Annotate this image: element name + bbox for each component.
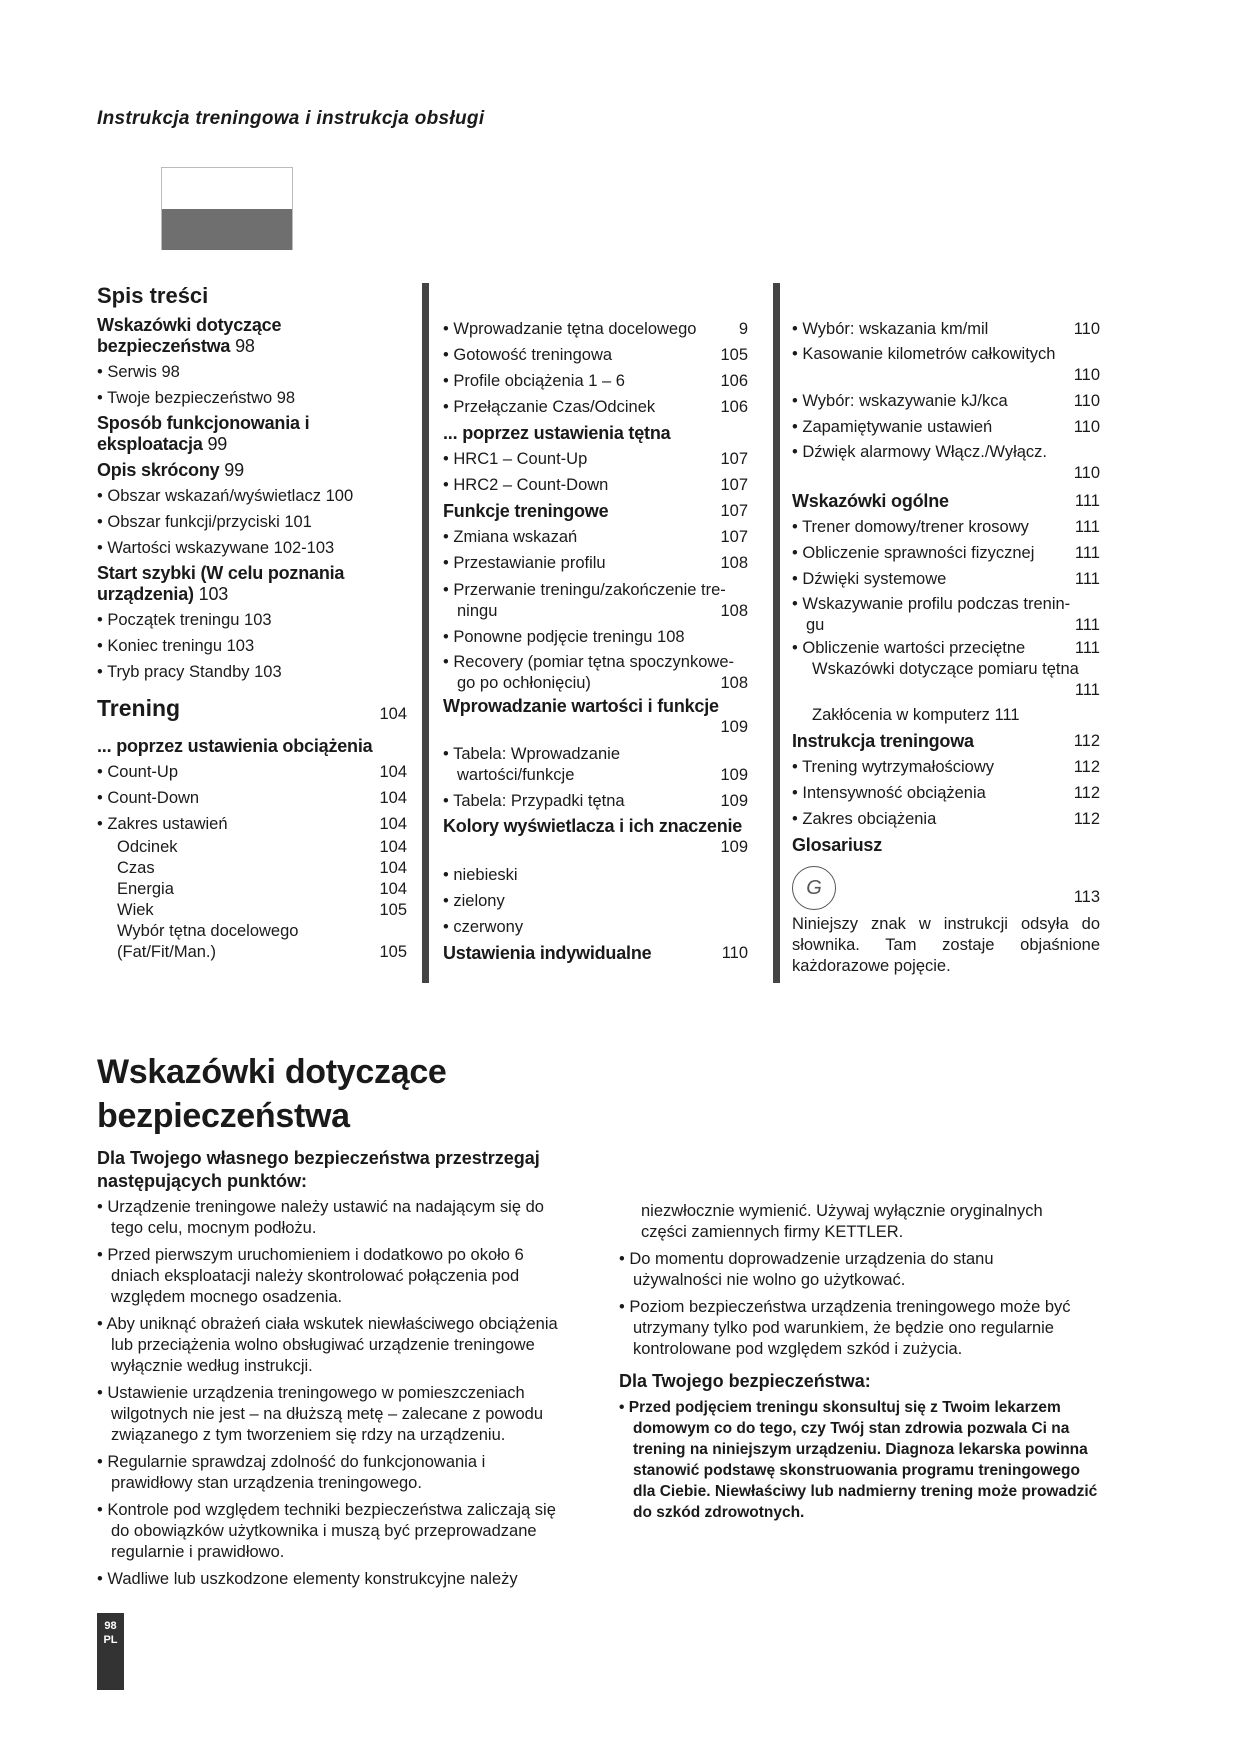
toc-entry: • Tryb pracy Standby 103 bbox=[97, 659, 407, 685]
safety-item: • Urządzenie treningowe należy ustawić na nadającym się do tego celu, mocnym podłożu. bbox=[97, 1197, 575, 1239]
toc-entry: • Dźwięk alarmowy Włącz./Wyłącz. 110 bbox=[792, 442, 1100, 484]
toc-entry: • Trener domowy/trener krosowy 111 bbox=[792, 514, 1100, 540]
toc-entry: • Obszar funkcji/przyciski 101 bbox=[97, 509, 407, 535]
toc-entry: Czas 104 bbox=[117, 859, 407, 877]
toc-entry: (Fat/Fit/Man.) 105 bbox=[117, 943, 407, 961]
toc-column-2 bbox=[443, 316, 748, 966]
toc-entry: • Serwis 98 bbox=[97, 359, 407, 385]
toc-entry: • Twoje bezpieczeństwo 98 bbox=[97, 385, 407, 411]
toc-entry: Odcinek 104 bbox=[117, 838, 407, 856]
toc-entry: • Wybór: wskazywanie kJ/kca 110 bbox=[792, 388, 1100, 414]
toc-heading: Wskazówki ogólne 111 bbox=[792, 491, 1100, 511]
toc-entry: Energia 104 bbox=[117, 880, 407, 898]
toc-entry: • Count-Down 104 bbox=[97, 785, 407, 811]
toc-entry: • Zakres ustawień 104 bbox=[97, 811, 407, 837]
toc-entry: • czerwony bbox=[443, 914, 748, 940]
toc-entry: • Wprowadzanie tętna docelowego 9 bbox=[443, 316, 748, 342]
toc-entry: • Obliczenie wartości przeciętne 111 Wskazówki dotyczące pomiaru tętna 111 Zakłócenia w komputerz 111 bbox=[792, 638, 1100, 726]
section-title: Wskazówki dotyczące bezpieczeństwa bbox=[97, 1053, 447, 1135]
safety-column-right bbox=[619, 1201, 1099, 1529]
toc-entry: • Intensywność obciążenia 112 bbox=[792, 780, 1100, 806]
safety-item: • Przed podjęciem treningu skonsultuj się z Twoim lekarzem domowym co do tego, czy Twój stan zdrowia pozwala Ci na trening na niniejszym urządzeniu. Diagnoza lekarska powinna stanowić podstawę skonstruowania programu treningowego dla Ciebie. Niewłaściwy lub nadmierny trening może prowadzić do szkód zdrowotnych. bbox=[619, 1397, 1099, 1523]
toc-entry: • Przerwanie treningu/zakończenie tre- ningu 108 bbox=[443, 580, 748, 622]
safety-subheading: Dla Twojego własnego bezpieczeństwa przestrzegaj następujących punktów: bbox=[97, 1148, 540, 1191]
safety-subheading: Dla Twojego bezpieczeństwa: bbox=[619, 1371, 871, 1391]
toc-entry: • Gotowość treningowa 105 bbox=[443, 342, 748, 368]
toc-entry: • Kasowanie kilometrów całkowitych 110 bbox=[792, 344, 1100, 386]
safety-item: • Poziom bezpieczeństwa urządzenia treningowego może być utrzymany tylko pod warunkiem, że będzie ono regularnie kontrolowane pod względem szkód i zużycia. bbox=[619, 1297, 1099, 1360]
toc-heading: Kolory wyświetlacza i ich znaczenie 109 bbox=[443, 816, 748, 856]
toc-heading: ... poprzez ustawienia obciążenia bbox=[97, 736, 373, 756]
safety-item: • Wadliwe lub uszkodzone elementy konstrukcyjne należy bbox=[97, 1569, 575, 1590]
safety-item: • Kontrole pod względem techniki bezpieczeństwa zaliczają się do obowiązków użytkownika i muszą być przeprowadzane regularnie i prawidłowo. bbox=[97, 1500, 575, 1563]
column-divider bbox=[422, 283, 429, 983]
toc-column-3 bbox=[792, 316, 1100, 977]
glossary-marker: G 113 bbox=[792, 866, 1100, 910]
toc-entry: • Dźwięki systemowe 111 bbox=[792, 566, 1100, 592]
toc-heading: Wskazówki dotyczące bezpieczeństwa 98 bbox=[97, 315, 282, 356]
toc-entry: • Wskazywanie profilu podczas trenin- gu 111 bbox=[792, 594, 1100, 636]
toc-entry: • Zapamiętywanie ustawień 110 bbox=[792, 414, 1100, 440]
toc-entry: • HRC2 – Count-Down 107 bbox=[443, 472, 748, 498]
toc-entry: • Koniec treningu 103 bbox=[97, 633, 407, 659]
toc-entry: • Zakres obciążenia 112 bbox=[792, 806, 1100, 832]
safety-item: • Do momentu doprowadzenie urządzenia do stanu używalności nie wolno go użytkować. bbox=[619, 1249, 1099, 1291]
toc-entry: • Tabela: Przypadki tętna 109 bbox=[443, 788, 748, 814]
column-divider bbox=[773, 283, 780, 983]
page-number-tab: 98 PL bbox=[97, 1613, 124, 1690]
toc-entry: • Przełączanie Czas/Odcinek 106 bbox=[443, 394, 748, 420]
document-title: Instrukcja treningowa i instrukcja obsługi bbox=[97, 108, 485, 129]
safety-item: • Ustawienie urządzenia treningowego w pomieszczeniach wilgotnych nie jest – na dłuższą metę – zalecane z powodu związanego z tym tworzeniem się rdzy na urządzeniu. bbox=[97, 1383, 575, 1446]
toc-entry: • Zmiana wskazań 107 bbox=[443, 524, 748, 550]
safety-item: • Regularnie sprawdzaj zdolność do funkcjonowania i prawidłowy stan urządzenia treningowego. bbox=[97, 1452, 575, 1494]
safety-column-left bbox=[97, 1147, 575, 1596]
toc-heading: Instrukcja treningowa 112 bbox=[792, 731, 1100, 751]
toc-entry: • Wartości wskazywane 102-103 bbox=[97, 535, 407, 561]
toc-entry: • HRC1 – Count-Up 107 bbox=[443, 446, 748, 472]
safety-item: • Aby uniknąć obrażeń ciała wskutek niewłaściwego obciążenia lub przeciążenia wolno obsługiwać urządzenie treningowe wyłącznie według instrukcji. bbox=[97, 1314, 575, 1377]
toc-heading: Funkcje treningowe 107 bbox=[443, 501, 748, 521]
toc-entry: • Początek treningu 103 bbox=[97, 607, 407, 633]
safety-item: • Przed pierwszym uruchomieniem i dodatkowo po około 6 dniach eksploatacji należy skontrolować połączenia pod względem mocnego osadzenia. bbox=[97, 1245, 575, 1308]
toc-heading: Glosariusz bbox=[792, 835, 883, 855]
glossary-g-icon: G bbox=[792, 866, 836, 910]
safety-item-continued: niezwłocznie wymienić. Używaj wyłącznie oryginalnych części zamiennych firmy KETTLER. bbox=[641, 1202, 1043, 1241]
toc-heading: Opis skrócony 99 bbox=[97, 460, 244, 480]
toc-title: Spis treści bbox=[97, 283, 209, 308]
toc-entry: • niebieski bbox=[443, 862, 748, 888]
polish-flag-icon bbox=[161, 167, 293, 250]
toc-heading: ... poprzez ustawienia tętna bbox=[443, 423, 671, 443]
toc-entry: • Recovery (pomiar tętna spoczynkowe- go po ochłonięciu) 108 bbox=[443, 652, 748, 694]
toc-heading: Start szybki (W celu poznania urządzenia) 103 bbox=[97, 563, 345, 604]
toc-heading: Ustawienia indywidualne 110 bbox=[443, 943, 748, 963]
toc-entry: Wybór tętna docelowego bbox=[117, 922, 299, 940]
toc-entry: • Tabela: Wprowadzanie wartości/funkcje 109 bbox=[443, 744, 748, 786]
toc-entry: • Obszar wskazań/wyświetlacz 100 bbox=[97, 483, 407, 509]
toc-heading: Wprowadzanie wartości i funkcje 109 bbox=[443, 696, 748, 736]
toc-entry: • Obliczenie sprawności fizycznej 111 bbox=[792, 540, 1100, 566]
glossary-note: Niniejszy znak w instrukcji odsyła do słownika. Tam zostaje objaśnione każdorazowe pojęcie. bbox=[792, 915, 1100, 975]
toc-entry: • Profile obciążenia 1 – 6 106 bbox=[443, 368, 748, 394]
toc-entry: • Wybór: wskazania km/mil 110 bbox=[792, 316, 1100, 342]
toc-entry: • Ponowne podjęcie treningu 108 bbox=[443, 624, 748, 650]
toc-heading: Sposób funkcjonowania i eksploatacja 99 bbox=[97, 413, 310, 454]
toc-entry: • Count-Up 104 bbox=[97, 759, 407, 785]
toc-entry: • Przestawianie profilu 108 bbox=[443, 550, 748, 576]
toc-entry: Wiek 105 bbox=[117, 901, 407, 919]
toc-column-1 bbox=[97, 283, 407, 963]
toc-section: Trening 104 bbox=[97, 695, 407, 723]
toc-entry: • Trening wytrzymałościowy 112 bbox=[792, 754, 1100, 780]
toc-entry: • zielony bbox=[443, 888, 748, 914]
